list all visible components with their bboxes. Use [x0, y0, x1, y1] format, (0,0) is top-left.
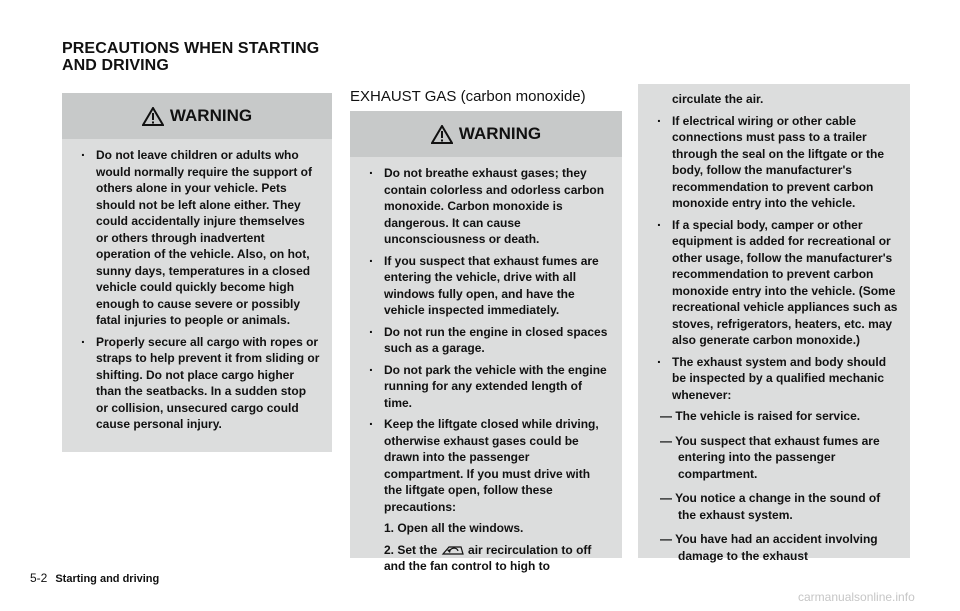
- warning-label: WARNING: [169, 106, 253, 125]
- warning-list: [350, 157, 622, 515]
- list-item: . Do not run the engine in closed spaces such as a garage.: [362, 324, 610, 357]
- watermark: carmanualsonline.info: [798, 590, 915, 604]
- section-title: [62, 40, 319, 74]
- page-number: 5-2: [30, 571, 48, 585]
- list-item: . If electrical wiring or other cable connections must pass to a trailer through the seal on the liftgate or the body, follow the manufacturer's recommendation to prevent carbon monoxide entry into the vehicle.: [650, 113, 898, 212]
- air-recirculation-icon: [441, 544, 465, 556]
- footer-section: Starting and driving: [55, 573, 160, 585]
- list-item: . Keep the liftgate closed while driving, otherwise exhaust gases could be drawn into the passenger compartment. If you must drive with the liftgate open, follow these precautions:: [362, 416, 610, 515]
- warning-header: [62, 93, 332, 139]
- warning-triangle-icon: [142, 107, 164, 126]
- warning-box-exhaust: [350, 111, 622, 573]
- condition-item: — You notice a change in the sound of the exhaust system.: [660, 491, 881, 522]
- section-title-line2: AND DRIVING: [62, 57, 169, 74]
- list-item: . Do not park the vehicle with the engine running for any extended length of time.: [362, 362, 610, 412]
- warning-list: [638, 108, 910, 404]
- list-item: . Properly secure all cargo with ropes or straps to help prevent it from sliding or shifting. Do not place cargo higher than the seatbacks. In a sudden stop or collision, unsecured cargo could cause personal injury.: [74, 334, 320, 433]
- warning-box-children: [62, 93, 332, 452]
- condition-item: — The vehicle is raised for service.: [660, 409, 861, 423]
- list-item: . Do not breathe exhaust gases; they contain colorless and odorless carbon monoxide. Carbon monoxide is dangerous. It can cause unconsciousness or death.: [362, 165, 610, 248]
- step-1: 1. Open all the windows.: [384, 521, 524, 535]
- list-item: . If you suspect that exhaust fumes are entering the vehicle, drive with all windows fully open, and have the vehicle inspected immediately.: [362, 253, 610, 319]
- list-item: . Do not leave children or adults who would normally require the support of others alone in your vehicle. Pets should not be left alone either. They could accidentally injure themselves or others through inadvertent operation of the vehicle. Also, on hot, sunny days, temperatures in a closed vehicle could quickly become high enough to cause severe or possibly fatal injuries to people or animals.: [74, 147, 320, 329]
- warning-box-exhaust-continued: [638, 84, 910, 563]
- step-2-continued: circulate the air.: [672, 92, 764, 106]
- warning-header: [350, 111, 622, 157]
- warning-label: WARNING: [458, 124, 542, 143]
- condition-item: — You suspect that exhaust fumes are entering into the passenger compartment.: [660, 433, 880, 481]
- warning-triangle-icon: [431, 125, 453, 144]
- step-2: [384, 542, 610, 575]
- warning-list: [62, 139, 332, 433]
- step-2-after: air recirculation to off and the fan control to high to: [384, 542, 592, 573]
- section-title-line1: PRECAUTIONS WHEN STARTING: [62, 40, 320, 57]
- page-footer: [30, 571, 159, 585]
- list-item: . The exhaust system and body should be inspected by a qualified mechanic whenever:: [650, 354, 898, 404]
- condition-item: — You have had an accident involving damage to the exhaust: [660, 532, 878, 563]
- exhaust-gas-heading: EXHAUST GAS (carbon monoxide): [350, 88, 586, 105]
- list-item: . If a special body, camper or other equipment is added for recreational or other usage, follow the manufacturer's recommendation to prevent carbon monoxide entry into the vehicle. (Some recreational vehicle appliances such as stoves, refrigerators, heaters, etc. may also generate carbon monoxide.): [650, 217, 898, 349]
- step-2-before: 2. Set the: [384, 542, 438, 557]
